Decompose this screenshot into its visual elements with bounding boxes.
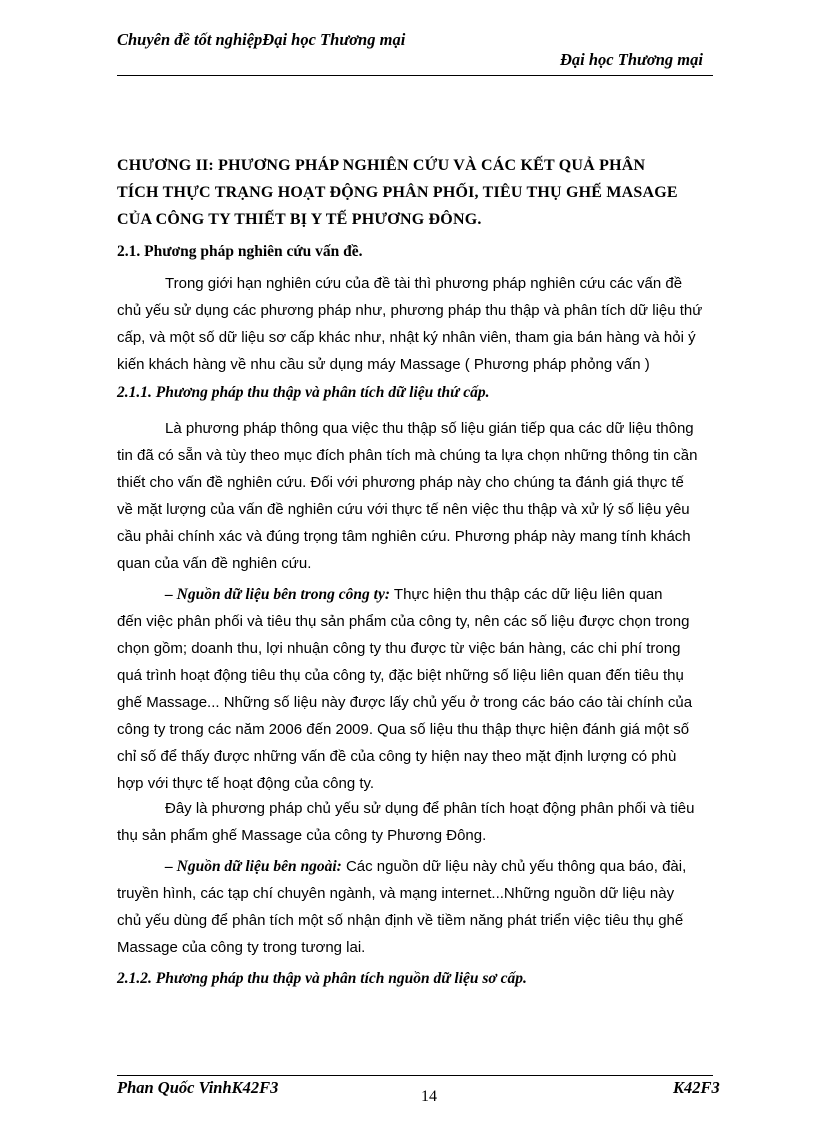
text-line: quan của vấn đề nghiên cứu. <box>117 555 312 572</box>
text-line: thụ sản phẩm ghế Massage của công ty Phương Đông. <box>117 827 487 844</box>
text-line: quá trình hoạt động tiêu thụ của công ty, đặc biệt những số liệu liên quan đến tiêu thụ <box>117 667 684 684</box>
chapter-title-line: CỦA CÔNG TY THIẾT BỊ Y TẾ PHƯƠNG ĐÔNG. <box>117 211 482 228</box>
text-line: chủ yếu sử dụng các phương pháp như, phương pháp thu thập và phân tích dữ liệu thứ <box>117 302 703 319</box>
text-line: thiết cho vấn đề nghiên cứu. Đối với phương pháp này cho chúng ta đánh giá thực tế <box>117 474 684 491</box>
internal-sources-lead: – Nguồn dữ liệu bên trong công ty: <box>165 586 391 603</box>
text-line: đến việc phân phối và tiêu thụ sản phẩm của công ty, nên các số liệu được chọn trong <box>117 613 690 630</box>
text-run: Thực hiện thu thập các dữ liệu liên quan <box>390 586 663 603</box>
text-line: Đây là phương pháp chủ yếu sử dụng để phân tích hoạt động phân phối và tiêu <box>165 800 695 817</box>
footer-author: Phan Quốc VinhK42F3 <box>117 1078 279 1097</box>
chapter-title-line: CHƯƠNG II: PHƯƠNG PHÁP NGHIÊN CỨU VÀ CÁC KẾT QUẢ PHÂN <box>117 157 646 174</box>
text-line: Là phương pháp thông qua việc thu thập số liệu gián tiếp qua các dữ liệu thông <box>165 420 694 437</box>
text-line: ghế Massage... Những số liệu này được lấy chủ yếu ở trong các báo cáo tài chính của <box>117 694 693 711</box>
text-line: cầu phải chính xác và đúng trọng tâm nghiên cứu. Phương pháp này mang tính khách <box>117 528 691 545</box>
text-line <box>117 853 741 880</box>
paragraph-secondary-data <box>117 415 741 577</box>
header-right: Đại học Thương mại <box>560 50 703 69</box>
paragraph-internal-sources <box>117 581 741 797</box>
text-line: chọn gồm; doanh thu, lợi nhuận công ty thu được từ việc bán hàng, các chi phí trong <box>117 640 681 657</box>
text-line: cấp, và một số dữ liệu sơ cấp khác như, nhật ký nhân viên, tham gia bán hàng và hỏi ý <box>117 329 696 346</box>
section-heading-2-1-2: 2.1.2. Phương pháp thu thập và phân tích nguồn dữ liệu sơ cấp. <box>117 970 527 987</box>
section-heading-2-1-1: 2.1.1. Phương pháp thu thập và phân tích dữ liệu thứ cấp. <box>117 384 490 401</box>
chapter-title-line: TÍCH THỰC TRẠNG HOẠT ĐỘNG PHÂN PHỐI, TIÊU THỤ GHẾ MASAGE <box>117 184 678 201</box>
header-rule <box>117 75 713 76</box>
text-line: công ty trong các năm 2006 đến 2009. Qua số liệu thu thập thực hiện đánh giá một số <box>117 721 690 738</box>
text-line: kiến khách hàng về nhu cầu sử dụng máy Massage ( Phương pháp phỏng vấn ) <box>117 356 650 373</box>
paragraph-external-sources <box>117 853 741 961</box>
text-line: Massage của công ty trong tương lai. <box>117 939 366 956</box>
external-sources-lead: – Nguồn dữ liệu bên ngoài: <box>165 858 342 875</box>
text-line: hợp với thực tế hoạt động của công ty. <box>117 775 375 792</box>
chapter-title <box>117 152 733 233</box>
text-run: Các nguồn dữ liệu này chủ yếu thông qua báo, đài, <box>341 858 687 875</box>
page-number: 14 <box>421 1088 437 1105</box>
text-line: về mặt lượng của vấn đề nghiên cứu với thực tế nên việc thu thập và xử lý số liệu yêu <box>117 501 690 518</box>
text-line <box>117 581 741 608</box>
section-heading-2-1: 2.1. Phương pháp nghiên cứu vấn đề. <box>117 243 363 260</box>
paragraph-main-method <box>117 795 741 849</box>
paragraph-intro <box>117 270 741 378</box>
text-line: Trong giới hạn nghiên cứu của đề tài thì phương pháp nghiên cứu các vấn đề <box>165 275 683 292</box>
footer-class: K42F3 <box>673 1078 720 1097</box>
text-line: chỉ số để thấy được những vấn đề của công ty hiện nay theo mặt định lượng có phù <box>117 748 677 765</box>
text-line: truyền hình, các tạp chí chuyên ngành, và mạng internet...Những nguồn dữ liệu này <box>117 885 675 902</box>
text-line: chủ yếu dùng để phân tích một số nhận định về tiềm năng phát triển việc tiêu thụ ghế <box>117 912 684 929</box>
text-line: tin đã có sẵn và tùy theo mục đích phân tích mà chúng ta lựa chọn những thông tin cần <box>117 447 698 464</box>
footer-rule <box>117 1075 713 1076</box>
header-left: Chuyên đề tốt nghiệpĐại học Thương mại <box>117 30 406 49</box>
